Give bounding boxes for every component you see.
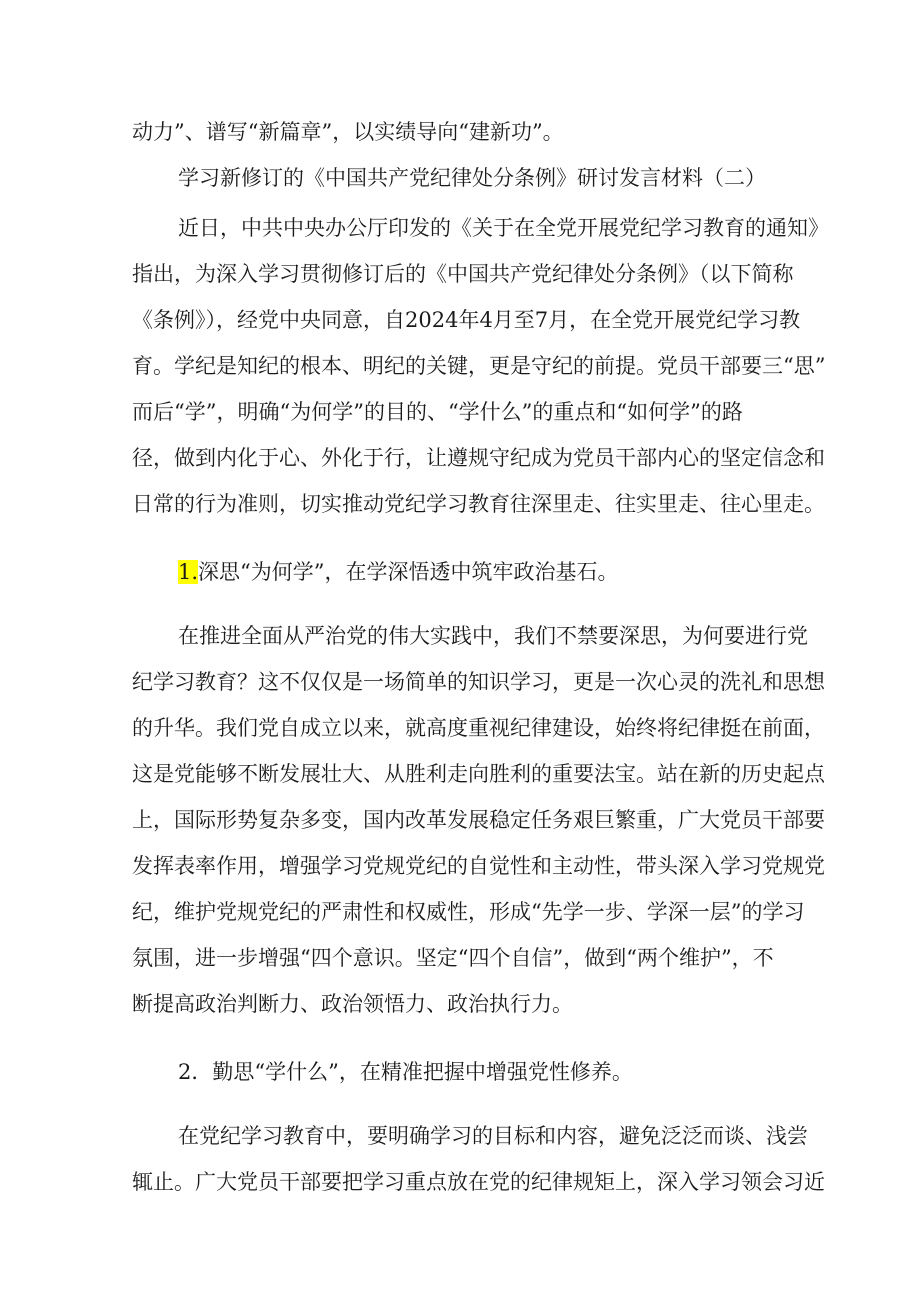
paragraph-line: 纪，维护党规党纪的严肃性和权威性，形成“先学一步、学深一层”的学习 — [132, 900, 805, 924]
paragraph-line: 《条例》），经党中央同意，自2024年4月至7月，在全党开展党纪学习教 — [132, 308, 801, 332]
document-title-text: 学习新修订的《中国共产党纪律处分条例》研讨发言材料（二） — [178, 166, 766, 190]
paragraph-line: 发挥表率作用，增强学习党规党纪的自觉性和主动性，带头深入学习党规党 — [132, 854, 825, 878]
intro-tail-text: 动力”、谱写“新篇章”，以实绩导向“建新功”。 — [132, 120, 564, 144]
paragraph-line: 的升华。我们党自成立以来，就高度重视纪律建设，始终将纪律挺在前面， — [132, 716, 825, 740]
section-heading-1-text: 深思“为何学”，在学深悟透中筑牢政治基石。 — [198, 560, 619, 584]
paragraph-line: 上，国际形势复杂多变，国内改革发展稳定任务艰巨繁重，广大党员干部要 — [132, 808, 825, 832]
paragraph-line: 氛围，进一步增强“四个意识。坚定“四个自信”，做到“两个维护”，不 — [132, 946, 774, 970]
paragraph-line: 指出，为深入学习贯彻修订后的《中国共产党纪律处分条例》（以下简称 — [132, 262, 794, 286]
paragraph-line: 而后“学”，明确“为何学”的目的、“学什么”的重点和“如何学”的路 — [132, 400, 743, 424]
section-heading-2-text: 2．勤思“学什么”，在精准把握中增强党性修养。 — [178, 1060, 633, 1084]
paragraph-line: 断提高政治判断力、政治领悟力、政治执行力。 — [132, 992, 573, 1016]
paragraph-line: 径，做到内化于心、外化于行，让遵规守纪成为党员干部内心的坚定信念和 — [132, 446, 825, 470]
document-title — [0, 160, 920, 196]
paragraph-line: 这是党能够不断发展壮大、从胜利走向胜利的重要法宝。站在新的历史起点 — [132, 762, 825, 786]
intro-tail — [0, 114, 920, 150]
paragraph-line: 日常的行为准则，切实推动党纪学习教育往深里走、往实里走、往心里走。 — [132, 492, 825, 516]
paragraph-line: 在党纪学习教育中，要明确学习的目标和内容，避免泛泛而谈、浅尝 — [178, 1124, 808, 1148]
highlight-number: 1. — [178, 560, 199, 584]
paragraph-line: 辄止。广大党员干部要把学习重点放在党的纪律规矩上，深入学习领会习近 — [132, 1170, 825, 1194]
paragraph-line: 纪学习教育？这不仅仅是一场简单的知识学习，更是一次心灵的洗礼和思想 — [132, 670, 825, 694]
paragraph-line: 近日，中共中央办公厅印发的《关于在全党开展党纪学习教育的通知》 — [178, 216, 829, 240]
paragraph-line: 育。学纪是知纪的根本、明纪的关键，更是守纪的前提。党员干部要三“思” — [132, 354, 826, 378]
section-heading-1 — [0, 554, 920, 590]
paragraph-line: 在推进全面从严治党的伟大实践中，我们不禁要深思，为何要进行党 — [178, 624, 808, 648]
section-heading-2 — [0, 1054, 920, 1090]
